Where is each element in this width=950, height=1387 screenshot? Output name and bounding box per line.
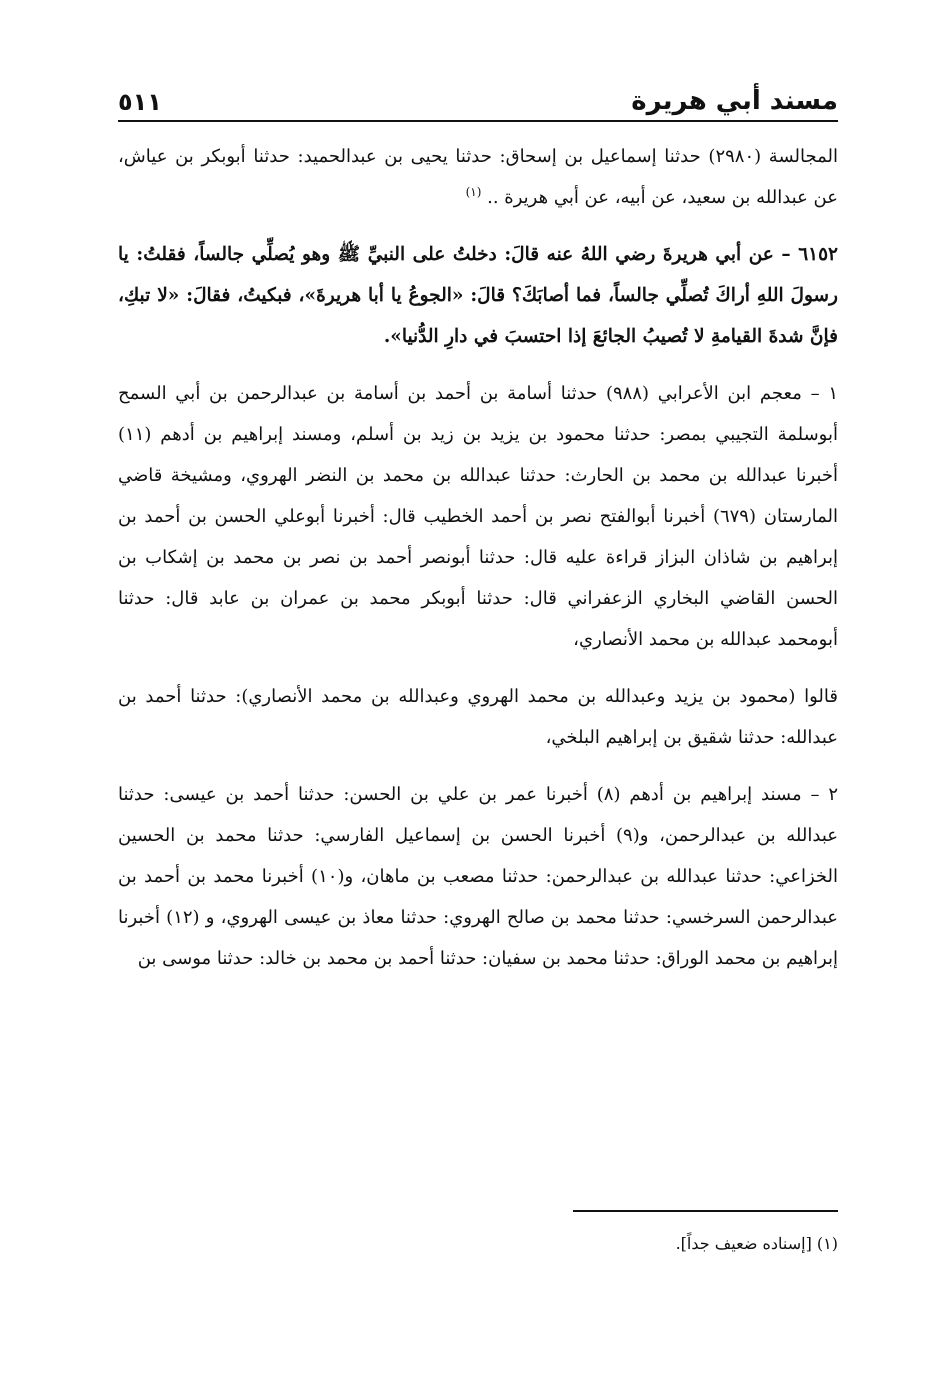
footnote-divider — [573, 1210, 838, 1212]
hadith-6152: ٦١٥٢ – عن أبي هريرةَ رضي اللهُ عنه قالَ: دخلتُ على النبيِّ ﷺ وهو يُصلِّي جالساً، فقلتُ: يا رسولَ اللهِ أراكَ تُصلِّي جالساً، فما أصابَكَ؟ قالَ: «الجوعُ يا أبا هريرةَ»، فبكيتُ، فقالَ: «لا تبكِ، فإنَّ شدةَ القيامةِ لا تُصيبُ الجائعَ إذا احتسبَ في دارِ الدُّنيا». — [118, 244, 838, 347]
paragraph-text: المجالسة (٢٩٨٠) حدثنا إسماعيل بن إسحاق: حدثنا يحيى بن عبدالحميد: حدثنا أبوبكر بن عياش، عن عبدالله بن سعيد، عن أبيه، عن أبي هريرة .. — [118, 146, 838, 208]
book-page — [118, 60, 838, 1360]
takhrij-paragraph-2: ٢ – مسند إبراهيم بن أدهم (٨) أخبرنا عمر بن علي بن الحسن: حدثنا أحمد بن عيسى: حدثنا عبدالله بن عبدالرحمن، و(٩) أخبرنا الحسن بن إسماعيل الفارسي: حدثنا محمد بن الحسين الخزاعي: حدثنا عبدالله بن عبدالرحمن: حدثنا مصعب بن ماهان، و(١٠) أخبرنا محمد بن أحمد بن عبدالرحمن السرخسي: حدثنا محمد بن صالح الهروي: حدثنا معاذ بن عيسى الهروي، و (١٢) أخبرنا إبراهيم بن محمد الوراق: حدثنا محمد بن سفيان: حدثنا أحمد بن محمد بن خالد: حدثنا موسى بن — [118, 784, 839, 969]
running-title: مسند أبي هريرة — [631, 86, 838, 116]
footnote: (١) [إسناده ضعيف جداً]. — [675, 1234, 838, 1253]
page-number: ٥١١ — [118, 88, 162, 116]
footnote-reference: (١) — [465, 185, 482, 199]
takhrij-paragraph-qalu: قالوا (محمود بن يزيد وعبدالله بن محمد الهروي وعبدالله بن محمد الأنصاري): حدثنا أحمد بن عبدالله: حدثنا شقيق بن إبراهيم البلخي، — [118, 686, 838, 748]
page-body — [118, 136, 838, 979]
page-header — [118, 60, 838, 122]
takhrij-paragraph-1: ١ – معجم ابن الأعرابي (٩٨٨) حدثنا أسامة بن أحمد بن أسامة بن عبدالرحمن بن أبي السمح أبوسلمة التجيبي بمصر: حدثنا محمود بن يزيد بن زيد بن أسلم، ومسند إبراهيم بن أدهم (١١) أخبرنا عبدالله بن محمد بن الحارث: حدثنا عبدالله بن محمد بن النضر الهروي، ومشيخة قاضي المارستان (٦٧٩) أخبرنا أبوالفتح نصر بن أحمد الخطيب قال: أخبرنا أبوعلي الحسن بن أحمد بن إبراهيم بن شاذان البزاز قراءة عليه قال: حدثنا أبونصر أحمد بن نصر بن محمد بن إشكاب بن الحسن القاضي البخاري الزعفراني قال: حدثنا أبوبكر محمد بن عمران بن عابد قال: حدثنا أبومحمد عبدالله بن محمد الأنصاري، — [118, 383, 839, 650]
paragraph-majalisa — [118, 136, 838, 218]
